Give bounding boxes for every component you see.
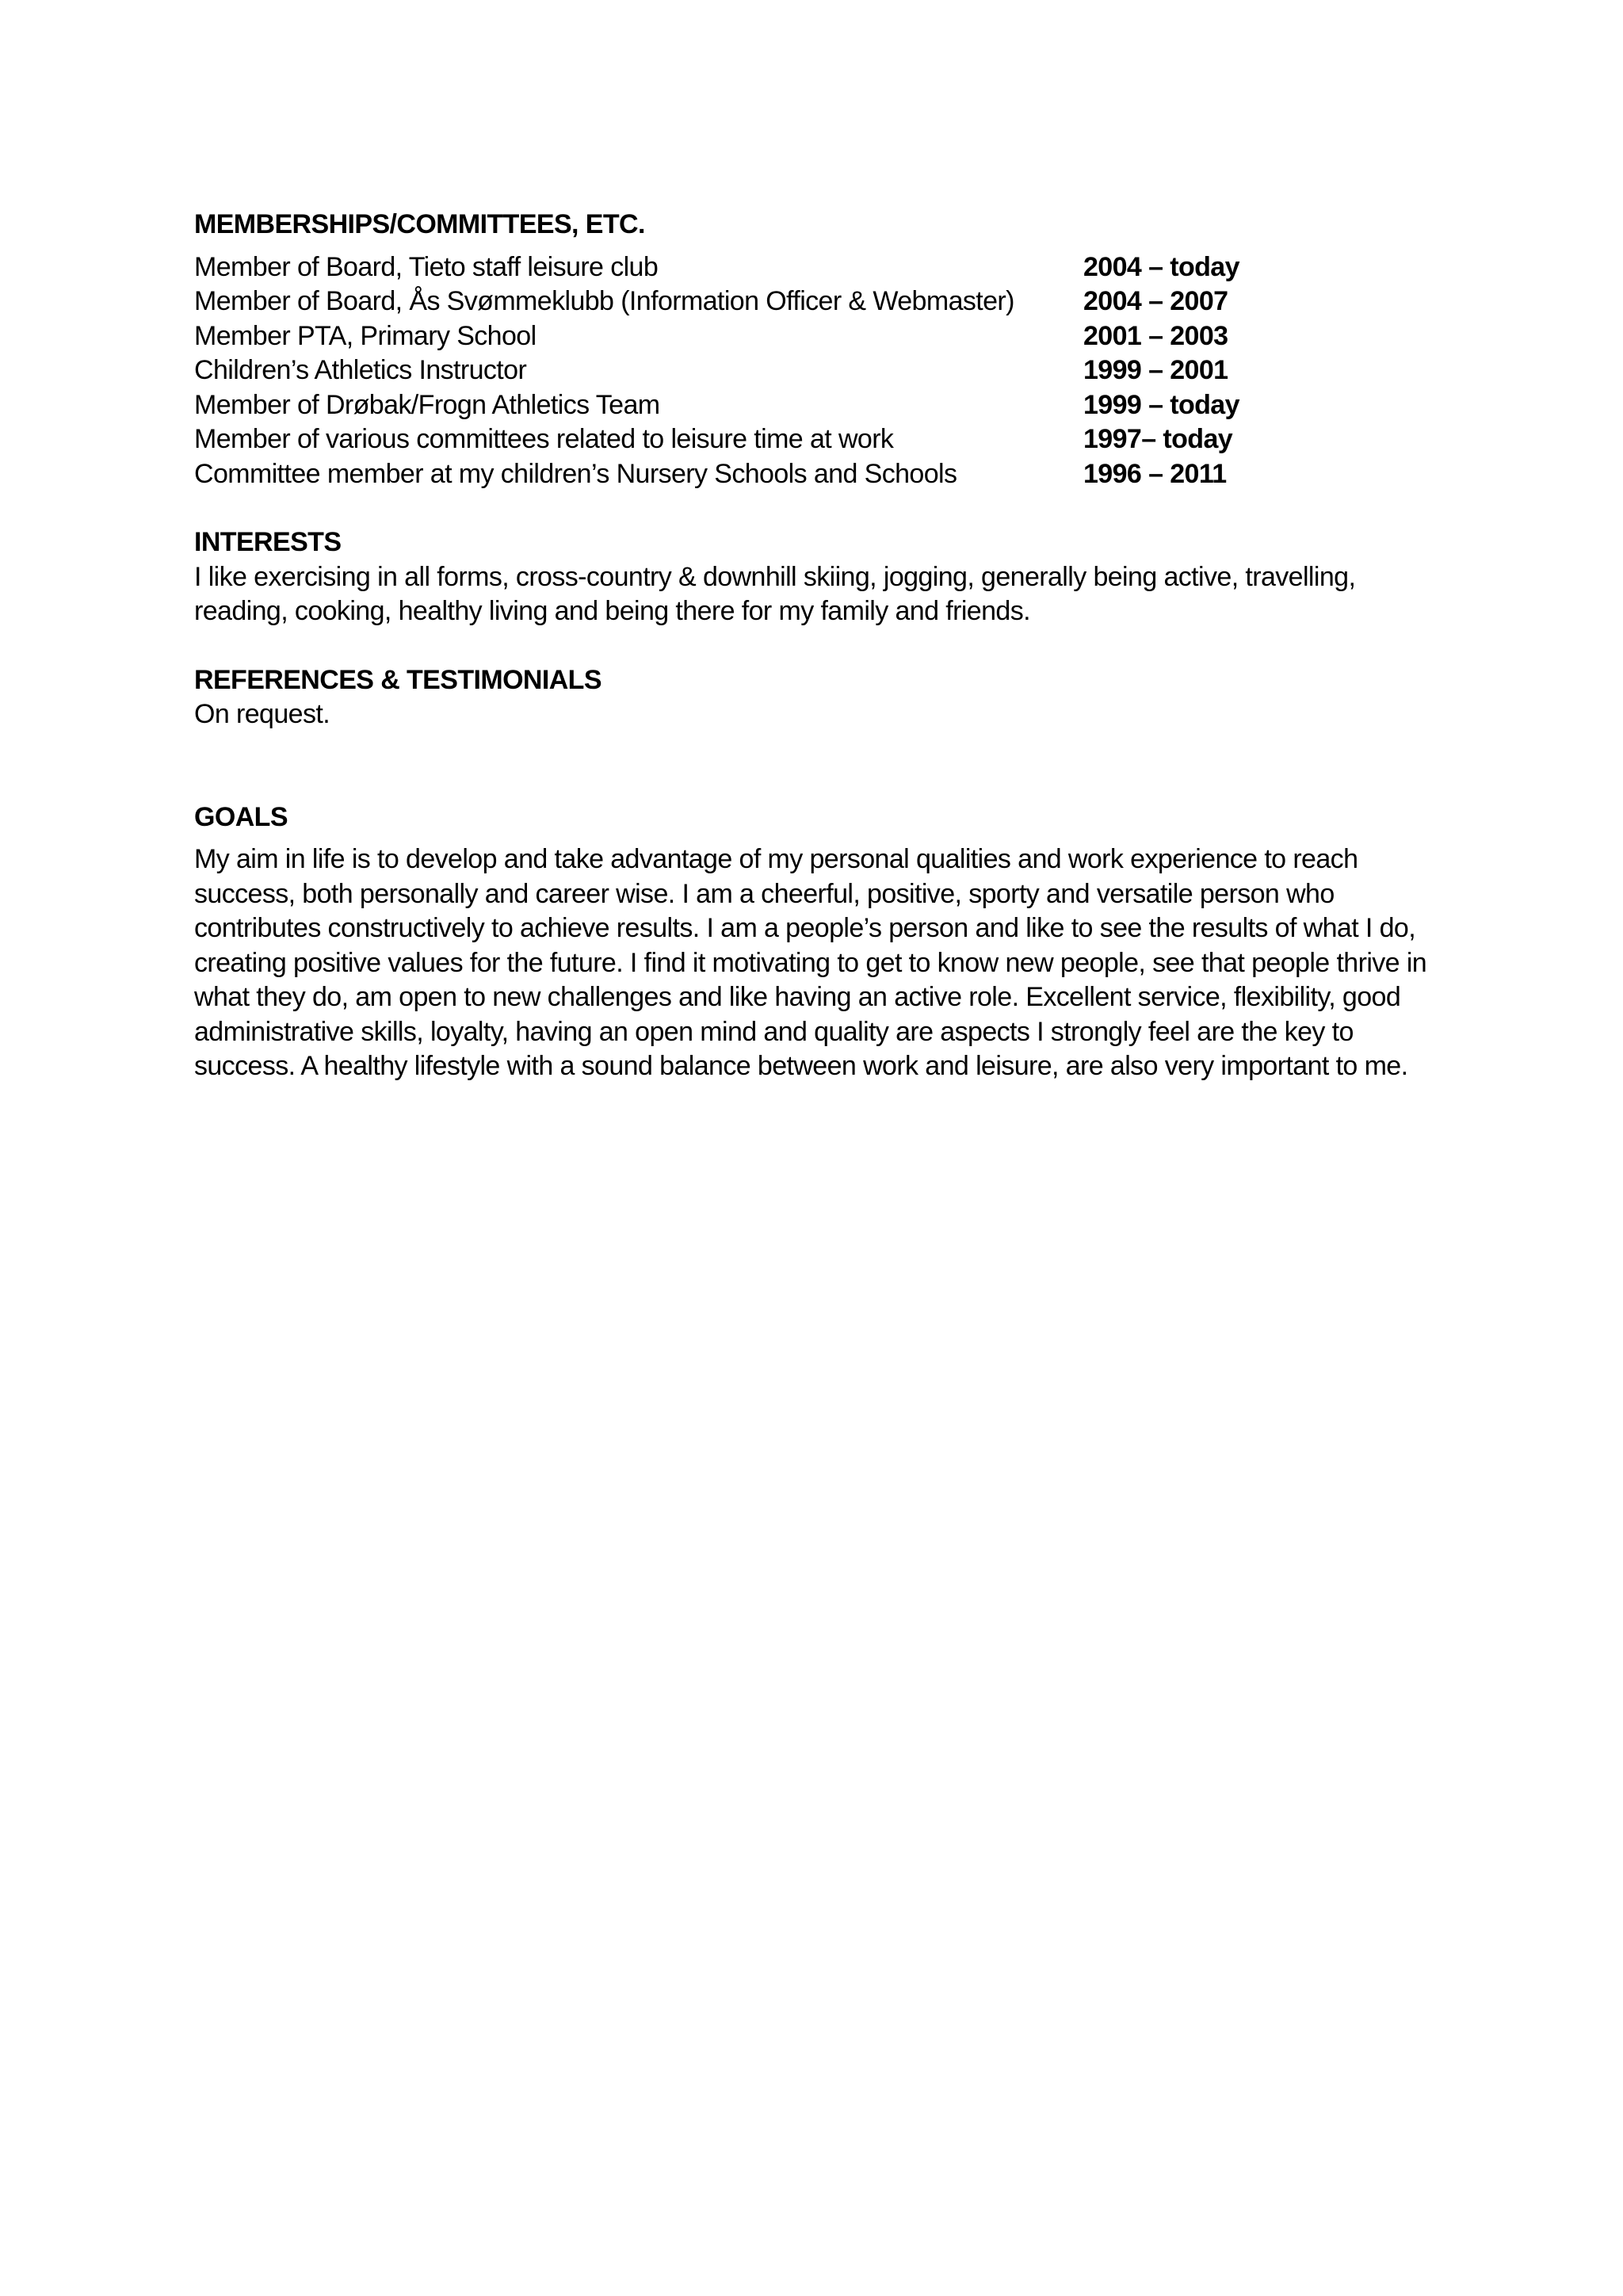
membership-years: 2004 – today xyxy=(1083,251,1239,282)
references-heading: REFERENCES & TESTIMONIALS xyxy=(194,664,601,695)
interests-heading: INTERESTS xyxy=(194,527,342,557)
membership-role: Children’s Athletics Instructor xyxy=(194,355,527,385)
membership-years: 2001 – 2003 xyxy=(1083,320,1228,351)
interests-section xyxy=(194,525,1446,629)
membership-years: 1999 – today xyxy=(1083,389,1239,420)
membership-row xyxy=(194,250,1446,285)
goals-text: My aim in life is to develop and take advantage of my personal qualities and work experience to reach success, both personally and career wise. I am a cheerful, positive, sporty and versatile person who contributes constructively to achieve results. I am a people’s person and like to see the results of what I do, creating positive values for the future. I find it motivating to get to know new people, see that people thrive in what they do, am open to new challenges and like having an active role. Excellent service, flexibility, good administrative skills, loyalty, having an open mind and quality are aspects I strongly feel are the key to success. A healthy lifestyle with a sound balance between work and leisure, are also very important to me. xyxy=(194,844,1427,1081)
membership-years: 1997– today xyxy=(1083,424,1233,454)
goals-heading: GOALS xyxy=(194,801,288,832)
references-text: On request. xyxy=(194,699,330,729)
membership-role: Member of various committees related to leisure time at work xyxy=(194,424,894,454)
membership-role: Member PTA, Primary School xyxy=(194,320,537,351)
membership-row xyxy=(194,285,1446,319)
memberships-list xyxy=(194,250,1446,492)
membership-years: 1996 – 2011 xyxy=(1083,458,1227,489)
membership-role: Member of Drøbak/Frogn Athletics Team xyxy=(194,389,660,420)
membership-row xyxy=(194,388,1446,423)
membership-row xyxy=(194,457,1446,492)
references-section xyxy=(194,663,1446,732)
interests-text: I like exercising in all forms, cross-country & downhill skiing, jogging, generally being active, travelling, reading, cooking, healthy living and being there for my family and friends. xyxy=(194,561,1356,626)
goals-section xyxy=(194,800,1446,1084)
membership-row xyxy=(194,422,1446,457)
membership-role: Committee member at my children’s Nursery Schools and Schools xyxy=(194,458,957,489)
membership-years: 1999 – 2001 xyxy=(1083,355,1228,385)
membership-row xyxy=(194,353,1446,388)
memberships-heading: MEMBERSHIPS/COMMITTEES, ETC. xyxy=(194,209,645,239)
membership-row xyxy=(194,319,1446,354)
page-content xyxy=(194,208,1446,1084)
membership-years: 2004 – 2007 xyxy=(1083,286,1228,316)
membership-role: Member of Board, Tieto staff leisure club xyxy=(194,251,659,282)
memberships-section xyxy=(194,208,1446,491)
membership-role: Member of Board, Ås Svømmeklubb (Information Officer & Webmaster) xyxy=(194,286,1014,316)
